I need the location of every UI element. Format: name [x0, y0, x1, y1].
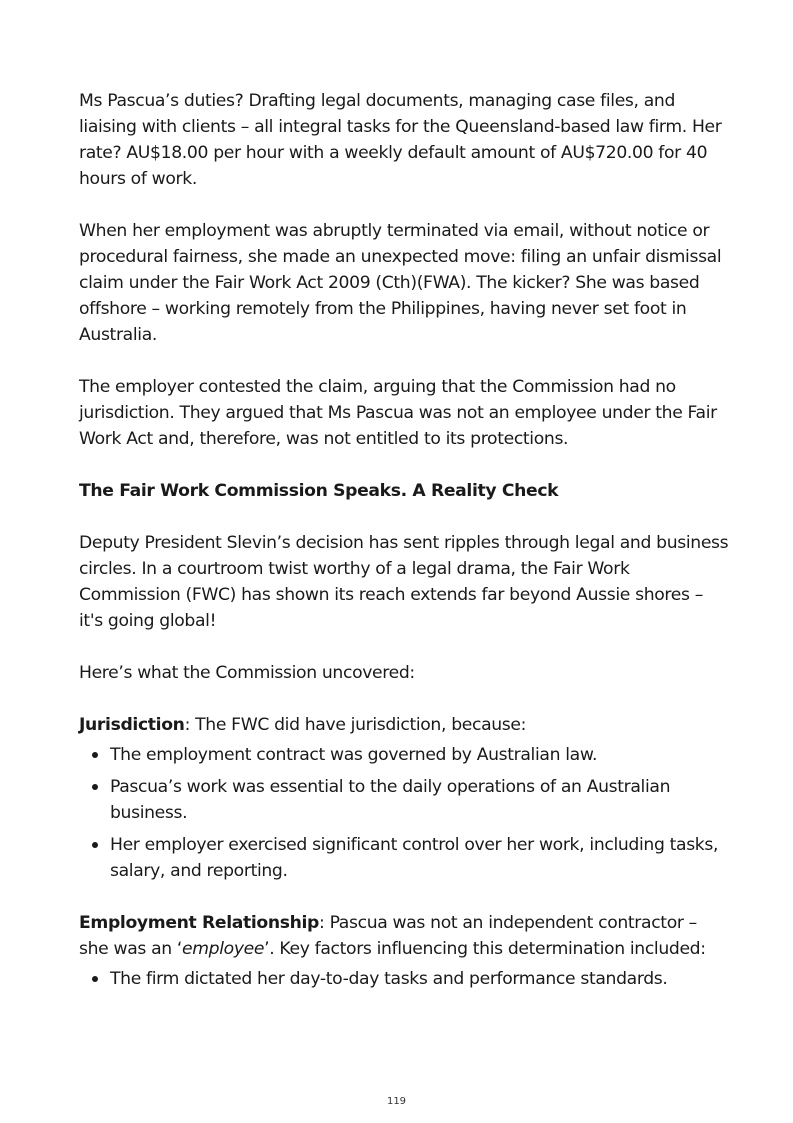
list-item-text: The employment contract was governed by Australian law. [110, 745, 598, 765]
list-item-text: Her employer exercised significant control over her work, including tasks, salary, and reporting. [110, 835, 719, 881]
bullet-icon [92, 842, 98, 848]
list-item-text: The firm dictated her day-to-day tasks and performance standards. [110, 969, 668, 989]
paragraph-uncovered: Here’s what the Commission uncovered: [79, 663, 415, 683]
jurisdiction-text: : The FWC did have jurisdiction, because: [184, 715, 527, 735]
employment-text-after: ’. Key factors influencing this determination included: [264, 939, 706, 959]
employment-text-before: : Pascua was not an independent contractor – she was an ‘ [79, 913, 697, 959]
page-number: 119 [386, 1096, 407, 1107]
list-item [79, 774, 729, 826]
section-heading: The Fair Work Commission Speaks. A Reality Check [79, 481, 559, 501]
jurisdiction-paragraph [79, 712, 729, 738]
paragraph-duties: Ms Pascua’s duties? Drafting legal documents, managing case files, and liaising with clients – all integral tasks for the Queensland-based law firm. Her rate? AU$18.00 per hour with a weekly default amount of AU$720.00 for 40 hours of work. [79, 91, 722, 189]
employment-paragraph [79, 910, 729, 962]
paragraph-decision: Deputy President Slevin’s decision has sent ripples through legal and business circles. In a courtroom twist worthy of a legal drama, the Fair Work Commission (FWC) has shown its reach extends far beyond Aussie shores – it's going global! [79, 533, 729, 631]
bullet-icon [92, 784, 98, 790]
list-item [79, 832, 729, 884]
paragraph-employer-contest: The employer contested the claim, arguing that the Commission had no jurisdiction. They argued that Ms Pascua was not an employee under the Fair Work Act and, therefore, was not entitled to its protections. [79, 377, 717, 449]
employment-italic: employee [182, 939, 265, 959]
list-item [79, 742, 729, 768]
page-body [79, 88, 729, 1018]
jurisdiction-list [79, 742, 729, 884]
bullet-icon [92, 976, 98, 982]
list-item-text: Pascua’s work was essential to the daily operations of an Australian business. [110, 777, 671, 823]
employment-list [79, 966, 729, 992]
list-item [79, 966, 729, 992]
paragraph-termination: When her employment was abruptly terminated via email, without notice or procedural fairness, she made an unexpected move: filing an unfair dismissal claim under the Fair Work Act 2009 (Cth)(FWA). The kicker? She was based offshore – working remotely from the Philippines, having never set foot in Australia. [79, 221, 722, 345]
jurisdiction-label: Jurisdiction [79, 715, 185, 735]
employment-label: Employment Relationship [79, 913, 320, 933]
bullet-icon [92, 752, 98, 758]
